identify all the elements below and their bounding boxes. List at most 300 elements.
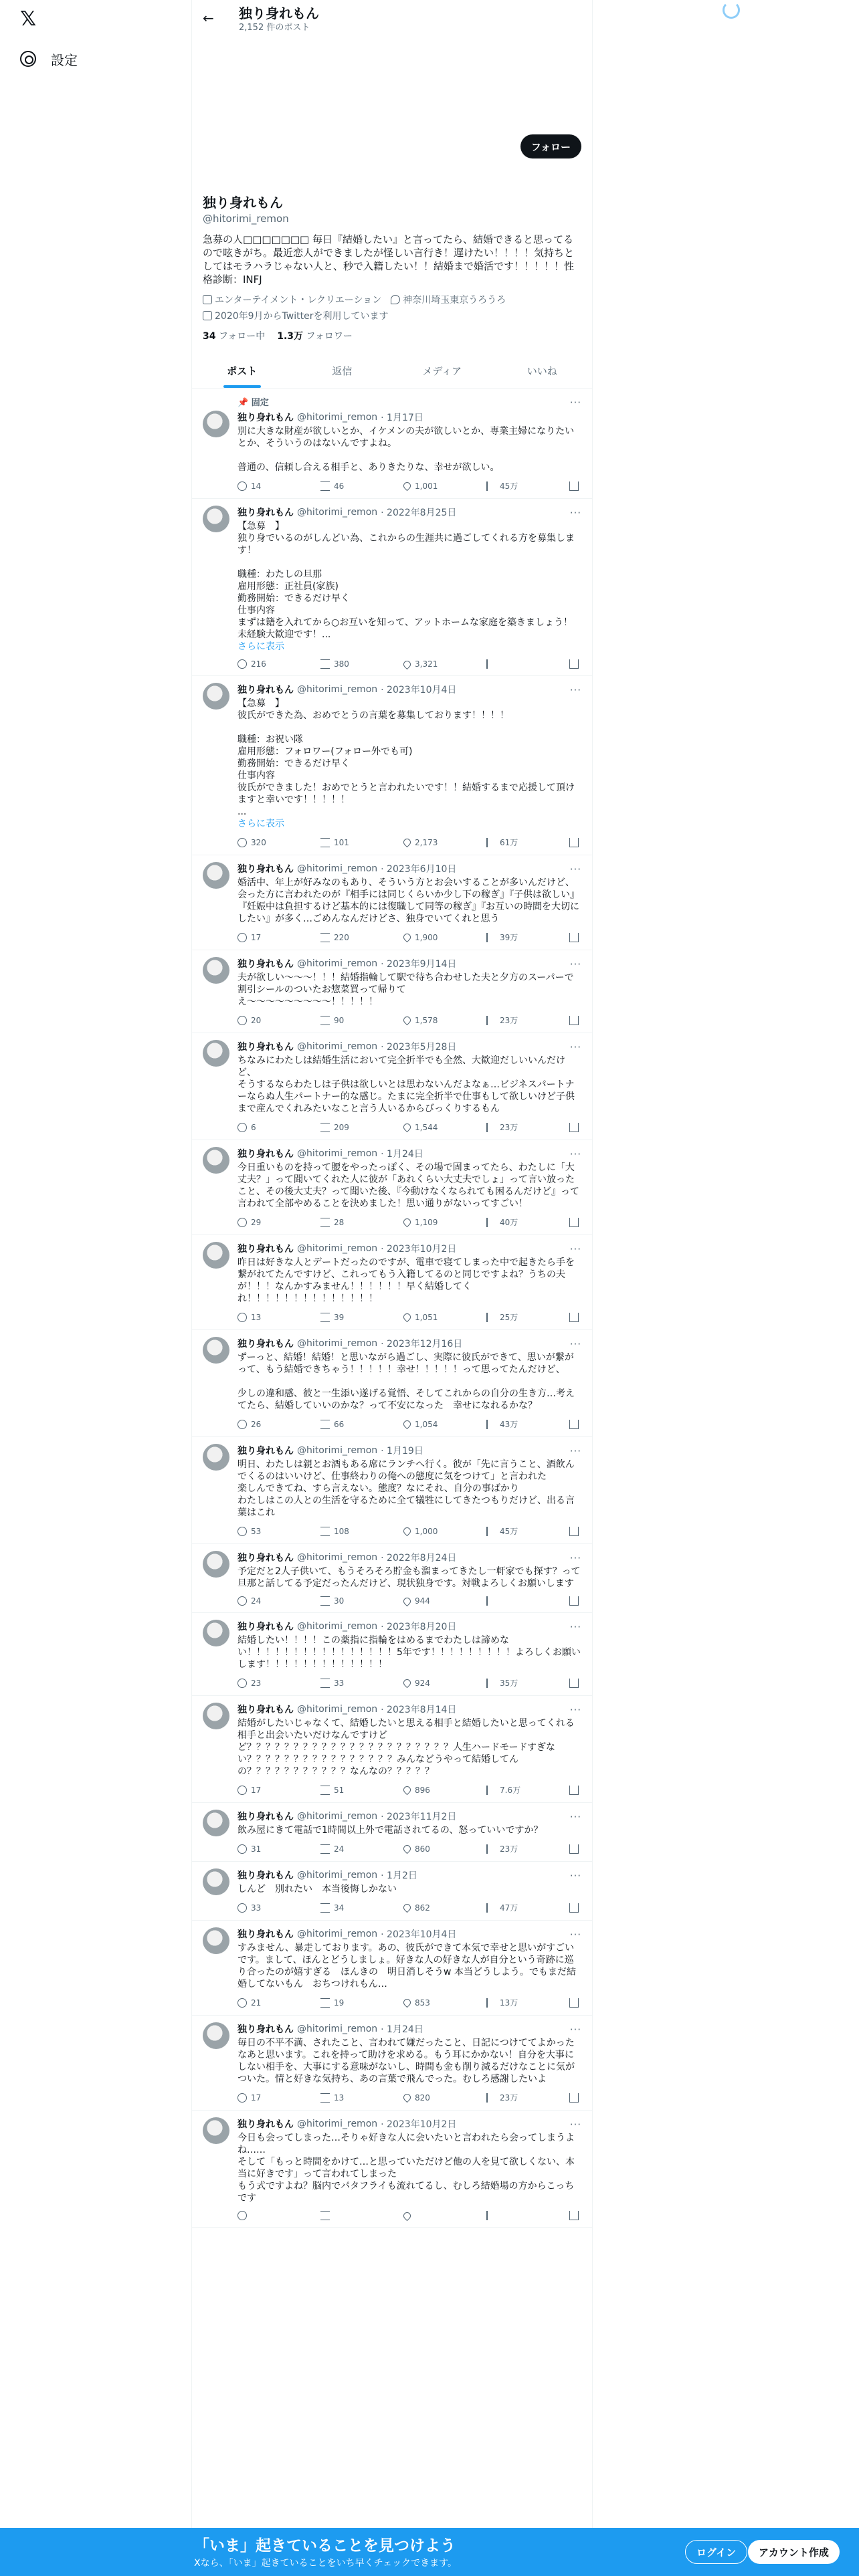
tweet-author-handle[interactable]: @hitorimi_remon — [297, 1445, 378, 1456]
retweet-button[interactable] — [320, 480, 367, 492]
share-icon — [569, 659, 579, 669]
more-icon[interactable]: ··· — [569, 1552, 581, 1564]
retweet-button[interactable] — [320, 1525, 367, 1537]
share-button[interactable] — [569, 2092, 579, 2103]
tweet-author-handle[interactable]: @hitorimi_remon — [297, 2119, 378, 2129]
reply-button[interactable] — [237, 2211, 284, 2220]
share-icon — [569, 1596, 579, 1606]
tweet-text: 夫が欲しい〜〜〜！！！結婚指輪して駅で待ち合わせした夫と夕方のスーパーで割引シールのついたお惣菜買って帰りて え〜〜〜〜〜〜〜〜〜！！！！！ — [237, 972, 574, 1007]
tweet[interactable] — [192, 2016, 592, 2111]
reply-button[interactable] — [237, 837, 284, 848]
tweet-body — [237, 411, 581, 492]
tweet-author-handle[interactable]: @hitorimi_remon — [297, 1148, 378, 1159]
views-button[interactable] — [486, 1121, 533, 1133]
bar-chart-icon — [486, 1313, 496, 1322]
tweet-author-name[interactable]: 独り身れもん — [237, 1446, 294, 1457]
retweet-count: 66 — [334, 1419, 345, 1429]
profile-handle: @hitorimi_remon — [203, 213, 289, 225]
share-button[interactable] — [569, 1216, 579, 1228]
views-button[interactable] — [486, 1596, 533, 1606]
heart-icon — [402, 1122, 413, 1133]
tweet-author-handle[interactable]: @hitorimi_remon — [297, 684, 378, 695]
share-button[interactable] — [569, 1677, 579, 1689]
share-button[interactable] — [569, 1596, 579, 1606]
more-icon[interactable]: ··· — [569, 1929, 581, 1941]
tweet-header — [237, 1703, 581, 1716]
avatar[interactable] — [203, 1147, 229, 1174]
tweet-author-handle[interactable]: @hitorimi_remon — [297, 1041, 378, 1052]
share-button[interactable] — [569, 1014, 579, 1026]
retweet-button[interactable] — [320, 1677, 367, 1689]
tweet-author-handle[interactable]: @hitorimi_remon — [297, 1621, 378, 1632]
tweet-body — [237, 1810, 581, 1854]
gear-icon — [20, 51, 36, 67]
tweet-actions — [237, 1525, 581, 1537]
followers-count: 1.3万 — [277, 331, 304, 342]
retweet-count: 90 — [334, 1015, 345, 1025]
profile-timeline — [191, 0, 593, 2576]
tweet[interactable] — [192, 1696, 592, 1803]
reply-button[interactable] — [237, 659, 284, 669]
tweet-author-handle[interactable]: @hitorimi_remon — [297, 863, 378, 874]
view-count: 25万 — [500, 1313, 518, 1322]
tweet-author-handle[interactable]: @hitorimi_remon — [297, 507, 378, 518]
tweet-date[interactable]: · 2023年10月4日 — [381, 1929, 457, 1940]
reply-button[interactable] — [237, 1418, 284, 1430]
share-button[interactable] — [569, 1997, 579, 2008]
tweet-author-handle[interactable]: @hitorimi_remon — [297, 1338, 378, 1349]
profile-tabs — [192, 353, 592, 389]
share-button[interactable] — [569, 1902, 579, 1913]
retweet-count: 33 — [334, 1678, 345, 1688]
tweet-date[interactable]: · 2023年10月2日 — [381, 2119, 457, 2130]
retweet-button[interactable] — [320, 1997, 367, 2008]
like-count: 896 — [415, 1785, 430, 1795]
tweet-header — [237, 1810, 581, 1823]
tweet-date[interactable]: · 1月24日 — [381, 2024, 423, 2035]
tweet-author-name[interactable]: 独り身れもん — [237, 508, 294, 518]
profile-category-text: エンターテイメント・レクリエーション — [215, 295, 382, 306]
tweet-author-name[interactable]: 独り身れもん — [237, 1244, 294, 1255]
like-button[interactable] — [403, 2211, 450, 2220]
retweet-icon — [320, 1218, 330, 1227]
more-icon[interactable]: ··· — [569, 1338, 581, 1350]
following-link[interactable] — [203, 329, 265, 342]
reply-button[interactable] — [237, 1902, 284, 1913]
retweet-count: 209 — [334, 1122, 349, 1132]
tweet-author-name[interactable]: 独り身れもん — [237, 1622, 294, 1632]
avatar[interactable] — [203, 683, 229, 710]
views-button[interactable] — [486, 1418, 533, 1430]
like-count: 944 — [415, 1596, 430, 1606]
tweet[interactable] — [192, 855, 592, 950]
retweet-button[interactable] — [320, 1216, 367, 1228]
avatar[interactable] — [203, 1337, 229, 1364]
tweet[interactable] — [192, 1437, 592, 1544]
tweet-text: 今日も会ってしまった…そりゃ好きな人に会いたいと言われたら会ってしまうよね…… そして「もっと時間をかけて…と思っていただけど他の人を見て欲しくない、本当に好きです」って言われてしまった もう式ですよね？脳内でパタフライも流れてるし、むしろ結婚場の方からこっちです — [237, 2133, 575, 2204]
share-icon — [569, 1998, 579, 2008]
tweet-date[interactable]: · 2023年9月14日 — [381, 959, 457, 970]
retweet-button[interactable] — [320, 932, 367, 943]
retweet-count: 101 — [334, 837, 349, 847]
tweet-body — [237, 1242, 581, 1323]
avatar[interactable] — [203, 1040, 229, 1067]
reply-button[interactable] — [237, 1997, 284, 2008]
views-button[interactable] — [486, 1014, 533, 1026]
like-button[interactable] — [403, 1784, 450, 1796]
show-more-link[interactable]: さらに表示 — [237, 819, 284, 829]
tweet-header — [237, 1868, 581, 1882]
avatar[interactable] — [203, 2022, 229, 2049]
like-button[interactable] — [403, 1418, 450, 1430]
views-button[interactable] — [486, 1784, 533, 1796]
reply-button[interactable] — [237, 932, 284, 943]
retweet-button[interactable] — [320, 837, 367, 848]
heart-icon — [402, 1998, 413, 2008]
share-icon — [569, 2211, 579, 2220]
tweet[interactable] — [192, 676, 592, 855]
tweet-text: すみません、暴走しております。あの、彼氏ができて本気で幸せと思いがすごいです。まして、ほんとどうしましょ。好きな人の好きな人が自分という奇跡に巡り合ったのが嬉すぎる ほんきの 明日消しそうw 本当どうしよう。でもまだ結婚してないもん おちつけれもん… — [237, 1943, 576, 1990]
like-button[interactable] — [403, 1525, 450, 1537]
pinned-label-text: 固定 — [251, 398, 269, 408]
reply-button[interactable] — [237, 1677, 284, 1689]
reply-button[interactable] — [237, 480, 284, 492]
share-button[interactable] — [569, 1525, 579, 1537]
view-count: 7.6万 — [500, 1786, 521, 1795]
tweet[interactable] — [192, 1862, 592, 1921]
reply-button[interactable] — [237, 1216, 284, 1228]
tweet-date[interactable]: · 2023年12月16日 — [381, 1339, 463, 1350]
share-icon — [569, 1527, 579, 1536]
avatar[interactable] — [203, 506, 229, 532]
tab-likes[interactable]: いいね — [527, 364, 557, 377]
tweet-date[interactable]: · 2023年8月20日 — [381, 1622, 457, 1632]
tweet-date[interactable]: · 1月19日 — [381, 1446, 423, 1457]
share-button[interactable] — [569, 1311, 579, 1323]
followers-link[interactable] — [277, 329, 353, 342]
view-count: 23万 — [500, 2093, 518, 2103]
reply-count: 26 — [251, 1419, 262, 1429]
more-icon[interactable]: ··· — [569, 684, 581, 696]
share-icon — [569, 1844, 579, 1854]
view-count: 43万 — [500, 1420, 518, 1429]
calendar-icon — [203, 311, 212, 320]
tweet[interactable] — [192, 1235, 592, 1330]
like-button[interactable] — [403, 1677, 450, 1689]
profile-name: 独り身れもん — [203, 195, 283, 211]
views-button[interactable] — [486, 480, 533, 492]
views-button[interactable] — [486, 1311, 533, 1323]
views-button[interactable] — [486, 1677, 533, 1689]
heart-icon — [402, 1844, 413, 1854]
tweet-header — [237, 1551, 581, 1564]
avatar[interactable] — [203, 1810, 229, 1836]
like-button[interactable] — [403, 1902, 450, 1913]
view-count: 23万 — [500, 1844, 518, 1854]
followers-label: フォロワー — [306, 331, 353, 342]
heart-icon — [402, 1596, 413, 1606]
tweet-author-name[interactable]: 独り身れもん — [237, 1812, 294, 1822]
login-button[interactable]: ログイン — [685, 2540, 747, 2564]
tweet-date[interactable]: · 1月2日 — [381, 1870, 417, 1881]
views-button[interactable] — [486, 2092, 533, 2103]
avatar[interactable] — [203, 411, 229, 437]
share-button[interactable] — [569, 480, 579, 492]
tweet[interactable] — [192, 2111, 592, 2228]
avatar[interactable] — [203, 1444, 229, 1471]
more-icon[interactable]: ··· — [569, 507, 581, 519]
left-nav — [0, 0, 191, 2576]
more-icon[interactable]: ··· — [569, 1445, 581, 1457]
views-button[interactable] — [486, 837, 533, 848]
reply-button[interactable] — [237, 1014, 284, 1026]
reply-button[interactable] — [237, 1525, 284, 1537]
share-button[interactable] — [569, 1121, 579, 1133]
avatar[interactable] — [203, 1868, 229, 1895]
tweet-author-handle[interactable]: @hitorimi_remon — [297, 2024, 378, 2034]
avatar[interactable] — [203, 1927, 229, 1954]
retweet-button[interactable] — [320, 1311, 367, 1323]
tweet-author-name[interactable]: 独り身れもん — [237, 959, 294, 970]
views-button[interactable] — [486, 932, 533, 943]
pin-icon: 📌 — [237, 398, 249, 408]
reply-icon — [237, 1123, 247, 1132]
avatar[interactable] — [203, 957, 229, 984]
views-button[interactable] — [486, 1902, 533, 1913]
tweet-actions — [237, 1311, 581, 1323]
tweet-date[interactable]: · 2022年8月25日 — [381, 508, 457, 518]
tweet-author-handle[interactable]: @hitorimi_remon — [297, 1243, 378, 1254]
share-button[interactable] — [569, 2211, 579, 2220]
retweet-icon — [320, 2093, 330, 2103]
reply-button[interactable] — [237, 1596, 284, 1606]
retweet-button[interactable] — [320, 1784, 367, 1796]
tweet[interactable] — [192, 1921, 592, 2016]
tweet-date[interactable]: · 2022年8月24日 — [381, 1553, 457, 1564]
like-button[interactable] — [403, 1014, 450, 1026]
avatar[interactable] — [203, 1242, 229, 1269]
views-button[interactable] — [486, 659, 533, 669]
retweet-button[interactable] — [320, 1902, 367, 1913]
tweet-author-name[interactable]: 独り身れもん — [237, 1339, 294, 1350]
tweet-date[interactable]: · 2023年6月10日 — [381, 864, 457, 875]
tweet-author-name[interactable]: 独り身れもん — [237, 685, 294, 695]
signup-button[interactable]: アカウント作成 — [748, 2540, 840, 2564]
tweet-text: 今日重いものを持って腰をやったっぽく、その場で固まってたら、わたしに「大丈夫？」って聞いてくれた人に彼が「あれくらい大丈夫でしょ」って言い放ったこと、その後大丈夫？って聞いた後、『今動けなくなられても困るんだけど』って言われて全部やめることを決めました！思い通りがないってすごい！ — [237, 1162, 579, 1209]
tweet[interactable] — [192, 1330, 592, 1437]
x-logo-icon[interactable]: 𝕏 — [20, 7, 37, 31]
reply-button[interactable] — [237, 1311, 284, 1323]
tweet-author-name[interactable]: 独り身れもん — [237, 1870, 294, 1881]
tweet-date[interactable]: · 2023年11月2日 — [381, 1812, 457, 1822]
profile-bio: 急募の人□□□□□□□ 毎日『結婚したい』と言ってたら、結婚できると思ってるので呟きがち。最近恋人ができましたが怪しい言行き！遅けたい！！！！気持ちとしてはモラハラじゃない人と、秒で入籍したい！！結婚まで婚活です！！！！！性格診断：INFJ — [203, 233, 575, 286]
reply-icon — [237, 1903, 247, 1913]
tweet-actions — [237, 932, 581, 943]
like-button[interactable] — [403, 1997, 450, 2008]
tweet-body — [237, 1620, 581, 1689]
tweet-author-name[interactable]: 独り身れもん — [237, 413, 294, 423]
retweet-icon — [320, 838, 330, 847]
reply-icon — [237, 1596, 247, 1606]
like-count: 1,900 — [415, 932, 438, 942]
back-arrow-icon[interactable]: ← — [203, 9, 214, 26]
tab-replies[interactable]: 返信 — [332, 364, 353, 377]
more-icon[interactable]: ··· — [569, 2119, 581, 2131]
tweet-text: 【急募 】 独り身でいるのがしんどい為、これからの生涯共に過ごしてくれる方を募集します！ 職種：わたしの旦那 雇用形態：正社員(家族) 勤務開始：できるだけ早く 仕事内容 まずは籍を入れてから○お互いを知って、アットホームな家庭を築きましょう！未経験大歓迎です！... — [237, 521, 575, 640]
nav-settings-link[interactable] — [20, 45, 78, 72]
tweet-body — [237, 1444, 581, 1537]
reply-icon — [237, 933, 247, 942]
tweet-author-name[interactable]: 独り身れもん — [237, 1149, 294, 1160]
views-button[interactable] — [486, 1525, 533, 1537]
retweet-icon — [320, 2211, 330, 2220]
retweet-icon — [320, 1998, 330, 2008]
tweet-author-name[interactable]: 独り身れもん — [237, 1705, 294, 1715]
like-button[interactable] — [403, 480, 450, 492]
more-icon[interactable]: ··· — [569, 1041, 581, 1053]
retweet-button[interactable] — [320, 1121, 367, 1133]
tweet-author-handle[interactable]: @hitorimi_remon — [297, 1870, 378, 1881]
tweet[interactable] — [192, 1803, 592, 1862]
like-button[interactable] — [403, 1121, 450, 1133]
reply-count: 33 — [251, 1903, 262, 1913]
tweet-date[interactable]: · 2023年10月2日 — [381, 1244, 457, 1255]
follow-button[interactable]: フォロー — [520, 134, 581, 158]
share-icon — [569, 838, 579, 847]
retweet-button[interactable] — [320, 1014, 367, 1026]
heart-icon — [402, 2092, 413, 2103]
reply-button[interactable] — [237, 1121, 284, 1133]
tweet-date[interactable]: · 2023年5月28日 — [381, 1042, 457, 1053]
reply-count: 13 — [251, 1312, 262, 1322]
avatar[interactable] — [203, 1551, 229, 1578]
like-count: 1,054 — [415, 1419, 438, 1429]
tweet-author-name[interactable]: 独り身れもん — [237, 2119, 294, 2130]
tweet-header — [237, 1040, 581, 1053]
reply-icon — [237, 1998, 247, 2008]
views-button[interactable] — [486, 1843, 533, 1854]
tweet-date[interactable]: · 1月24日 — [381, 1149, 423, 1160]
avatar[interactable] — [203, 1620, 229, 1646]
more-icon[interactable]: ··· — [569, 1811, 581, 1823]
share-button[interactable] — [569, 1784, 579, 1796]
tweet[interactable] — [192, 1544, 592, 1613]
more-icon[interactable]: ··· — [569, 1704, 581, 1716]
tweet-author-name[interactable]: 独り身れもん — [237, 1042, 294, 1053]
reply-icon — [237, 481, 247, 491]
tweet[interactable] — [192, 499, 592, 676]
tweet-text: 予定だと2人子供いて、もうそろそろ貯金も溜まってきたし一軒家でも探す？って旦那と話してる予定だったんだけど、現状独身です。対戦よろしくお願いします — [237, 1566, 581, 1589]
more-icon[interactable]: ··· — [569, 397, 581, 409]
tweet-author-handle[interactable]: @hitorimi_remon — [297, 1929, 378, 1939]
avatar[interactable] — [203, 1703, 229, 1729]
tweet-date[interactable]: · 2023年8月14日 — [381, 1705, 457, 1715]
tweet[interactable] — [192, 950, 592, 1033]
like-button[interactable] — [403, 1216, 450, 1228]
retweet-count: 30 — [334, 1596, 345, 1606]
views-button[interactable] — [486, 1216, 533, 1228]
like-button[interactable] — [403, 2092, 450, 2103]
more-icon[interactable]: ··· — [569, 863, 581, 875]
tweet-author-name[interactable]: 独り身れもん — [237, 1553, 294, 1564]
tab-posts[interactable]: ポスト — [192, 353, 292, 388]
tweet[interactable] — [192, 1033, 592, 1140]
tweet[interactable] — [192, 1140, 592, 1235]
location-pin-icon — [391, 295, 400, 304]
like-button[interactable] — [403, 837, 450, 848]
tweet-author-name[interactable]: 独り身れもん — [237, 1929, 294, 1940]
retweet-button[interactable] — [320, 1843, 367, 1854]
retweet-button[interactable] — [320, 659, 367, 669]
retweet-icon — [320, 1844, 330, 1854]
retweet-button[interactable] — [320, 2092, 367, 2103]
share-button[interactable] — [569, 837, 579, 848]
reply-button[interactable] — [237, 1784, 284, 1796]
reply-button[interactable] — [237, 2092, 284, 2103]
tweet[interactable] — [192, 389, 592, 499]
more-icon[interactable]: ··· — [569, 1243, 581, 1255]
retweet-button[interactable] — [320, 2211, 367, 2220]
more-icon[interactable]: ··· — [569, 1621, 581, 1633]
share-button[interactable] — [569, 1843, 579, 1854]
views-button[interactable] — [486, 2211, 533, 2220]
tweet-author-name[interactable]: 独り身れもん — [237, 864, 294, 875]
tab-media[interactable]: メディア — [422, 364, 462, 377]
like-button[interactable] — [403, 1596, 450, 1606]
reply-icon — [237, 838, 247, 847]
retweet-button[interactable] — [320, 1596, 367, 1606]
avatar[interactable] — [203, 862, 229, 889]
tweet-author-handle[interactable]: @hitorimi_remon — [297, 1704, 378, 1715]
header-title: 独り身れもん — [239, 5, 319, 21]
share-icon — [569, 2093, 579, 2103]
views-button[interactable] — [486, 1997, 533, 2008]
reply-count: 53 — [251, 1526, 262, 1536]
like-count: 853 — [415, 1998, 430, 2008]
tweet[interactable] — [192, 1613, 592, 1696]
tweet-header — [237, 411, 581, 424]
share-button[interactable] — [569, 1418, 579, 1430]
like-count: 820 — [415, 2092, 430, 2103]
like-button[interactable] — [403, 1311, 450, 1323]
tweet-body — [237, 1868, 581, 1913]
tweet-feed — [192, 389, 592, 2228]
tweet-body — [237, 2022, 581, 2103]
share-button[interactable] — [569, 659, 579, 669]
like-button[interactable] — [403, 1843, 450, 1854]
like-button[interactable] — [403, 659, 450, 669]
more-icon[interactable]: ··· — [569, 958, 581, 970]
avatar[interactable] — [203, 2117, 229, 2144]
tweet-author-handle[interactable]: @hitorimi_remon — [297, 412, 378, 423]
more-icon[interactable]: ··· — [569, 1870, 581, 1882]
tweet-date[interactable]: · 1月17日 — [381, 413, 423, 423]
more-icon[interactable]: ··· — [569, 2024, 581, 2036]
tweet-author-name[interactable]: 独り身れもん — [237, 2024, 294, 2035]
show-more-link[interactable]: さらに表示 — [237, 641, 284, 652]
more-icon[interactable]: ··· — [569, 1148, 581, 1160]
share-button[interactable] — [569, 932, 579, 943]
bar-chart-icon — [486, 1527, 496, 1536]
tweet-author-handle[interactable]: @hitorimi_remon — [297, 1552, 378, 1563]
retweet-button[interactable] — [320, 1418, 367, 1430]
like-button[interactable] — [403, 932, 450, 943]
tweet-date[interactable]: · 2023年10月4日 — [381, 685, 457, 695]
tweet-author-handle[interactable]: @hitorimi_remon — [297, 1811, 378, 1822]
reply-button[interactable] — [237, 1843, 284, 1854]
retweet-icon — [320, 1016, 330, 1025]
tweet-author-handle[interactable]: @hitorimi_remon — [297, 958, 378, 969]
